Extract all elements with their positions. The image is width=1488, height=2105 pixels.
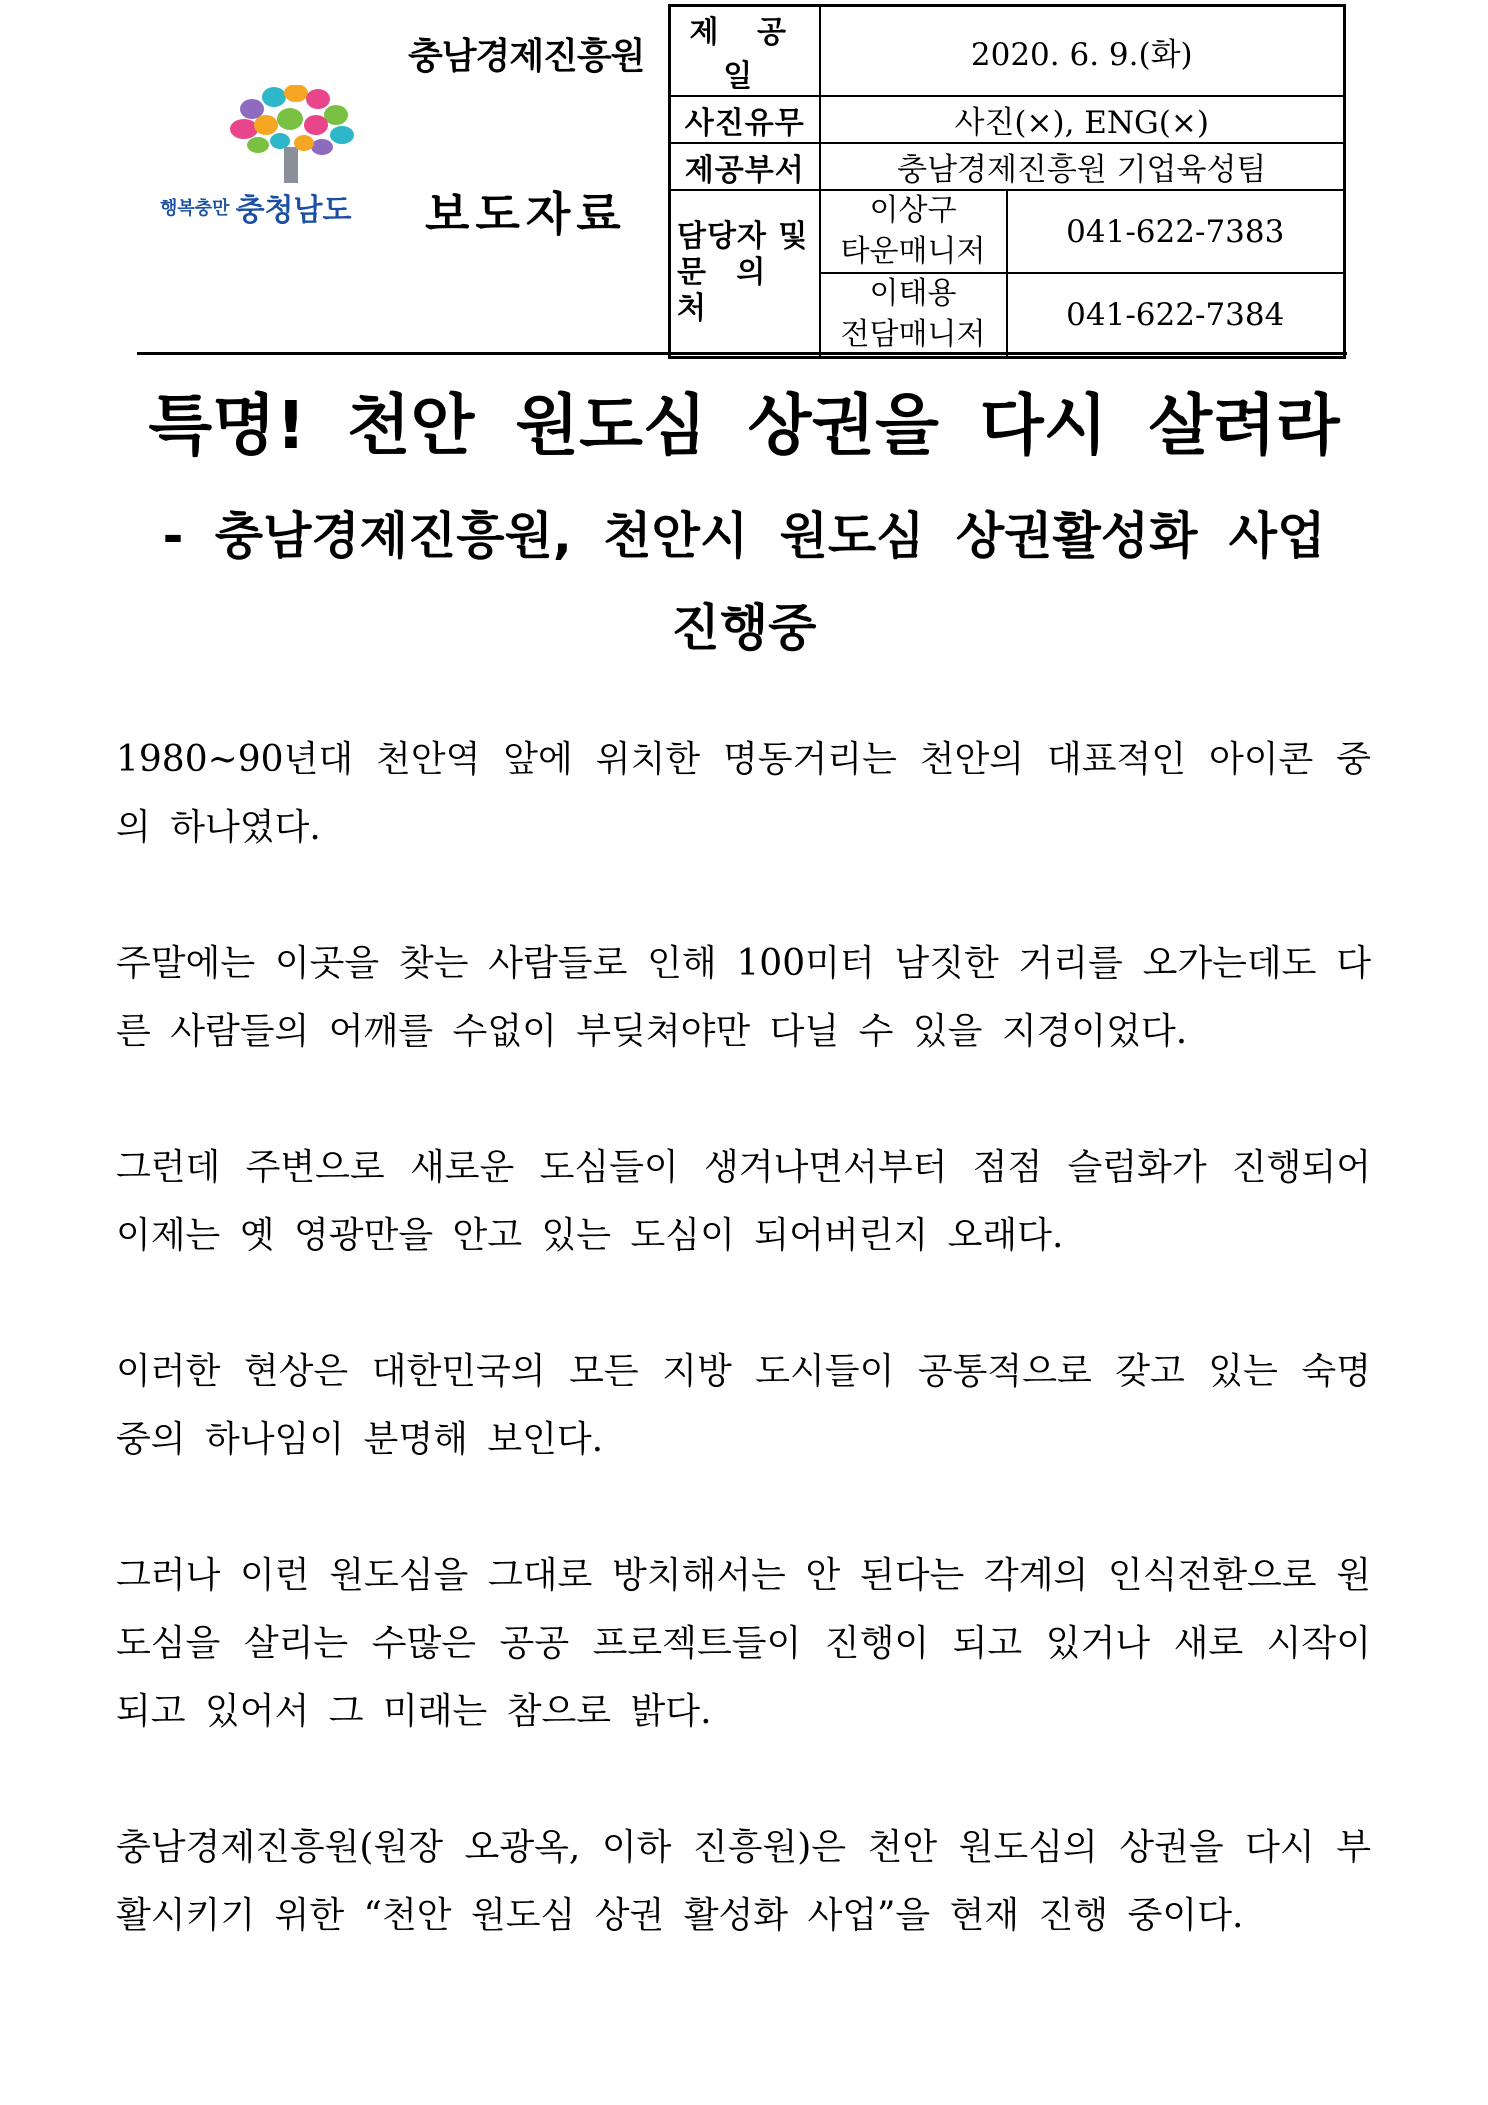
contact-role-2: 전담매니저 [840,316,986,352]
contact-phone-1: 041-622-7383 [1007,190,1345,273]
photo-value: 사진(×), ENG(×) [820,96,1345,143]
org-name: 충남경제진흥원 [408,36,645,77]
contact-label-line-2: 문 의 처 [677,255,776,327]
body-paragraph: 1980~90년대 천안역 앞에 위치한 명동거리는 천안의 대표적인 아이콘 중의 하나였다. [116,739,1371,848]
logo-province: 충청남도 [235,193,352,228]
dept-label: 제공부서 [670,143,820,190]
dept-value: 충남경제진흥원 기업육성팀 [820,143,1345,190]
logo-slogan: 행복충만 [160,198,230,219]
article-body [116,726,1371,2018]
chungnam-logo [150,85,370,235]
logo-text [160,185,351,229]
info-table [668,4,1346,359]
photo-label: 사진유무 [670,96,820,143]
contact-person-1 [820,190,1007,273]
info-row-contact-1 [670,190,1345,273]
article-subtitle: - 충남경제진흥원, 천안시 원도심 상권활성화 사업 진행중 [162,507,1326,657]
info-row-dept [670,143,1345,190]
contact-name-1: 이상구 [869,193,957,228]
contact-label-line-1: 담당자 및 [677,219,809,255]
header-divider [137,352,1347,355]
info-row-photo [670,96,1345,143]
body-paragraph: 그런데 주변으로 새로운 도심들이 생겨나면서부터 점점 슬럼화가 진행되어 이제는 옛 영광만을 안고 있는 도심이 되어버린지 오래다. [116,1147,1371,1256]
body-paragraph: 충남경제진흥원(원장 오광옥, 이하 진흥원)은 천안 원도심의 상권을 다시 부활시키기 위한 “천안 원도심 상권 활성화 사업”을 현재 진행 중이다. [116,1827,1371,1936]
contact-role-1: 타운매니저 [840,233,986,269]
contact-label [670,190,820,357]
date-value: 2020. 6. 9.(화) [820,6,1345,97]
info-row-date [670,6,1345,97]
contact-name-2: 이태용 [869,276,957,312]
body-paragraph: 그러나 이런 원도심을 그대로 방치해서는 안 된다는 각계의 인식전환으로 원도심을 살리는 수많은 공공 프로젝트들이 진행이 되고 있거나 새로 시작이 되고 있어서 그 미래는 참으로 밝다. [116,1555,1371,1732]
article-title: 특명! 천안 원도심 상권을 다시 살려라 [148,387,1340,464]
press-release-label: 보도자료 [425,187,627,241]
contact-phone-2: 041-622-7384 [1007,273,1345,357]
date-label: 제 공 일 [670,6,820,97]
tree-emblem-icon [222,85,362,185]
contact-person-2 [820,273,1007,357]
body-paragraph: 주말에는 이곳을 찾는 사람들로 인해 100미터 남짓한 거리를 오가는데도 다른 사람들의 어깨를 수없이 부딪쳐야만 다닐 수 있을 지경이었다. [116,943,1371,1052]
body-paragraph: 이러한 현상은 대한민국의 모든 지방 도시들이 공통적으로 갖고 있는 숙명 중의 하나임이 분명해 보인다. [116,1351,1371,1460]
